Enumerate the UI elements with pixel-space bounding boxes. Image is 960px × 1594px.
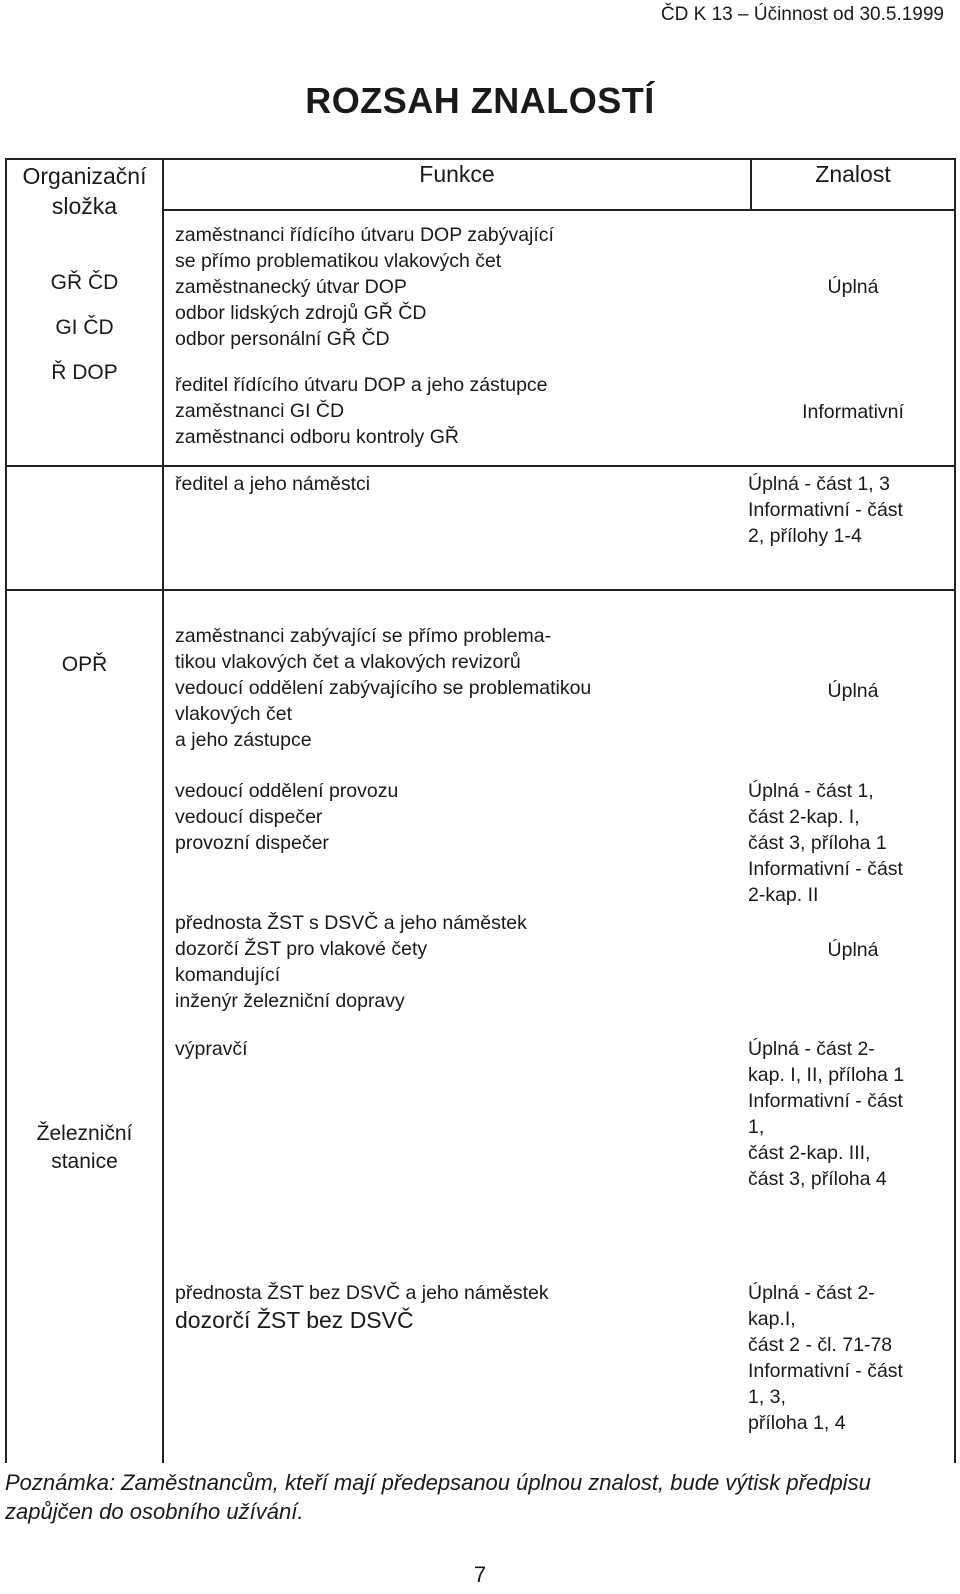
knowledge-table xyxy=(5,158,956,1463)
section-divider-gr xyxy=(5,465,956,467)
column-header-function: Funkce xyxy=(419,161,495,187)
footnote: Poznámka: Zaměstnancům, kteří mají předepsanou úplnou znalost, bude výtisk předpisu zapůjčen do osobního užívání. xyxy=(5,1470,871,1524)
table-row-knowledge: Úplná xyxy=(827,939,879,961)
table-row-knowledge: Informativní xyxy=(802,401,904,423)
page-number: 7 xyxy=(473,1562,487,1587)
table-row-knowledge: Úplná - část 1, část 2-kap. I, část 3, příloha 1 Informativní - část 2-kap. II xyxy=(748,780,903,906)
table-row-knowledge: Úplná - část 2- kap.I, část 2 - čl. 71-78 Informativní - část 1, 3, příloha 1, 4 xyxy=(748,1282,903,1434)
table-row-function: přednosta ŽST bez DSVČ a jeho náměstek dozorčí ŽST bez DSVČ xyxy=(175,1282,549,1333)
table-border-right xyxy=(954,158,956,1463)
table-row-knowledge: Úplná xyxy=(827,680,879,702)
table-row-function: zaměstnanci řídícího útvaru DOP zabývající se přímo problematikou vlakových čet zaměstnanecký útvar DOP odbor lidských zdrojů GŘ ČD odbor personální GŘ ČD xyxy=(175,224,554,350)
document-reference: ČD K 13 – Účinnost od 30.5.1999 xyxy=(660,4,944,25)
column-divider-org xyxy=(162,158,164,1463)
table-row-knowledge: Úplná xyxy=(827,276,879,298)
table-row-function: přednosta ŽST s DSVČ a jeho náměstek dozorčí ŽST pro vlakové čety komandující inženýr železniční dopravy xyxy=(175,912,527,1012)
column-header-org: Organizační složka xyxy=(22,163,147,219)
header-divider xyxy=(162,209,956,211)
table-row-function: zaměstnanci zabývající se přímo problema- tikou vlakových čet a vlakových revizorů vedoucí oddělení zabývajícího se problematikou vlakových čet a jeho zástupce xyxy=(175,625,592,751)
table-row-function: výpravčí xyxy=(175,1038,248,1060)
org-unit-station: Železniční stanice xyxy=(36,1122,133,1173)
table-row-knowledge: Úplná - část 1, 3 Informativní - část 2, přílohy 1-4 xyxy=(748,473,903,547)
column-header-knowledge: Znalost xyxy=(815,161,891,187)
table-row-function: ředitel a jeho náměstci xyxy=(175,473,371,495)
table-row-function: vedoucí oddělení provozu vedoucí dispečer provozní dispečer xyxy=(175,780,399,854)
section-divider-reditel xyxy=(5,589,956,591)
table-row-knowledge: Úplná - část 2- kap. I, II, příloha 1 Informativní - část 1, část 2-kap. III, část 3, příloha 4 xyxy=(748,1038,905,1190)
org-unit-gr: GŘ ČD GI ČD Ř DOP xyxy=(50,271,119,384)
table-row-function: ředitel řídícího útvaru DOP a jeho zástupce zaměstnanci GI ČD zaměstnanci odboru kontroly GŘ xyxy=(175,374,548,448)
page-title: ROZSAH ZNALOSTÍ xyxy=(305,80,655,121)
org-unit-opr: OPŘ xyxy=(61,653,108,676)
